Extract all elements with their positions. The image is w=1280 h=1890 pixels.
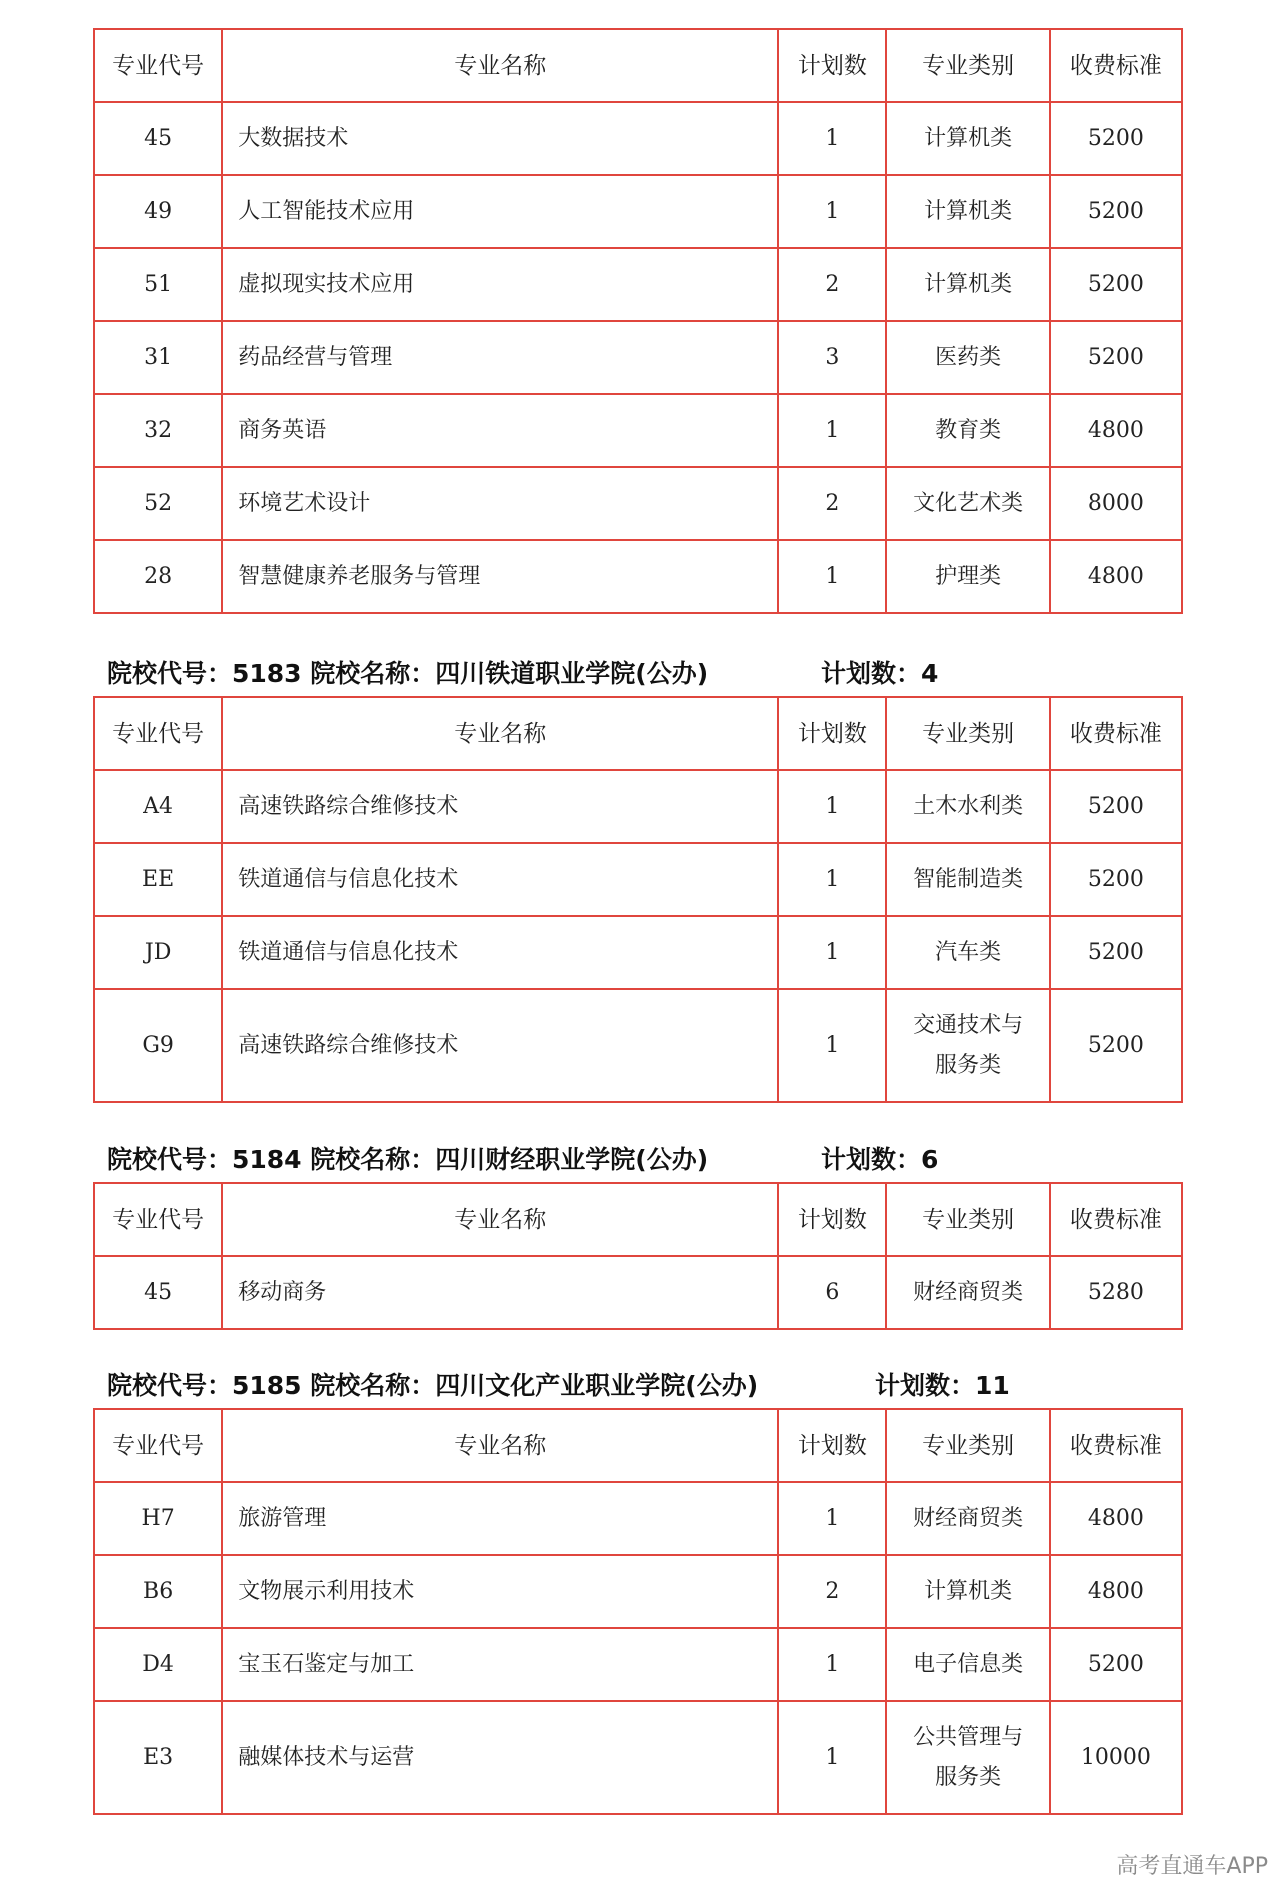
cell-code: 49 bbox=[94, 175, 222, 248]
cell-code: 51 bbox=[94, 248, 222, 321]
cell-fee: 5200 bbox=[1050, 175, 1182, 248]
header-category: 专业类别 bbox=[886, 1183, 1049, 1256]
cell-fee: 10000 bbox=[1050, 1701, 1182, 1814]
cell-fee: 4800 bbox=[1050, 394, 1182, 467]
cell-code: B6 bbox=[94, 1555, 222, 1628]
cell-plan: 3 bbox=[778, 321, 886, 394]
cell-name: 铁道通信与信息化技术 bbox=[222, 916, 778, 989]
cell-plan: 1 bbox=[778, 1628, 886, 1701]
cell-category: 计算机类 bbox=[886, 102, 1049, 175]
header-name: 专业名称 bbox=[222, 697, 778, 770]
school-heading bbox=[107, 654, 1183, 694]
cell-plan: 6 bbox=[778, 1256, 886, 1329]
school-table-block bbox=[93, 1182, 1183, 1330]
cell-name: 大数据技术 bbox=[222, 102, 778, 175]
category-line: 公共管理与 bbox=[913, 1724, 1024, 1750]
header-fee: 收费标准 bbox=[1050, 697, 1182, 770]
cell-fee: 5200 bbox=[1050, 916, 1182, 989]
cell-plan: 2 bbox=[778, 1555, 886, 1628]
cell-category: 汽车类 bbox=[886, 916, 1049, 989]
cell-name: 虚拟现实技术应用 bbox=[222, 248, 778, 321]
header-name: 专业名称 bbox=[222, 1409, 778, 1482]
table-row bbox=[94, 175, 1182, 248]
header-plan: 计划数 bbox=[778, 29, 886, 102]
cell-category: 计算机类 bbox=[886, 175, 1049, 248]
cell-fee: 5280 bbox=[1050, 1256, 1182, 1329]
cell-name: 商务英语 bbox=[222, 394, 778, 467]
cell-category: 智能制造类 bbox=[886, 843, 1049, 916]
cell-plan: 2 bbox=[778, 248, 886, 321]
header-fee: 收费标准 bbox=[1050, 1409, 1182, 1482]
cell-name: 宝玉石鉴定与加工 bbox=[222, 1628, 778, 1701]
cell-fee: 5200 bbox=[1050, 102, 1182, 175]
cell-category: 财经商贸类 bbox=[886, 1256, 1049, 1329]
table-continued bbox=[93, 28, 1183, 614]
cell-plan: 1 bbox=[778, 989, 886, 1102]
header-category: 专业类别 bbox=[886, 29, 1049, 102]
cell-plan: 1 bbox=[778, 102, 886, 175]
category-line: 服务类 bbox=[935, 1764, 1002, 1790]
table-row bbox=[94, 1555, 1182, 1628]
table-row bbox=[94, 989, 1182, 1102]
header-plan: 计划数 bbox=[778, 697, 886, 770]
school-heading bbox=[107, 1366, 1183, 1406]
table-row bbox=[94, 1701, 1182, 1814]
table-row bbox=[94, 916, 1182, 989]
cell-code: 28 bbox=[94, 540, 222, 613]
cell-plan: 1 bbox=[778, 770, 886, 843]
header-category: 专业类别 bbox=[886, 697, 1049, 770]
table-row bbox=[94, 248, 1182, 321]
header-code: 专业代号 bbox=[94, 1183, 222, 1256]
cell-fee: 8000 bbox=[1050, 467, 1182, 540]
cell-name: 融媒体技术与运营 bbox=[222, 1701, 778, 1814]
cell-name: 智慧健康养老服务与管理 bbox=[222, 540, 778, 613]
header-code: 专业代号 bbox=[94, 29, 222, 102]
category-line: 服务类 bbox=[935, 1052, 1002, 1078]
table-header-row bbox=[94, 29, 1182, 102]
cell-code: JD bbox=[94, 916, 222, 989]
cell-plan: 1 bbox=[778, 175, 886, 248]
cell-category: 护理类 bbox=[886, 540, 1049, 613]
cell-fee: 5200 bbox=[1050, 770, 1182, 843]
header-code: 专业代号 bbox=[94, 1409, 222, 1482]
table-row bbox=[94, 1628, 1182, 1701]
cell-code: A4 bbox=[94, 770, 222, 843]
school-info: 院校代号：5183 院校名称：四川铁道职业学院(公办) bbox=[107, 659, 709, 688]
school-plan-total: 计划数：4 bbox=[821, 659, 939, 688]
cell-name: 旅游管理 bbox=[222, 1482, 778, 1555]
header-plan: 计划数 bbox=[778, 1183, 886, 1256]
header-name: 专业名称 bbox=[222, 1183, 778, 1256]
header-fee: 收费标准 bbox=[1050, 29, 1182, 102]
school-info: 院校代号：5185 院校名称：四川文化产业职业学院(公办) bbox=[107, 1371, 759, 1400]
cell-name: 高速铁路综合维修技术 bbox=[222, 770, 778, 843]
cell-category bbox=[886, 989, 1049, 1102]
cell-code: G9 bbox=[94, 989, 222, 1102]
cell-fee: 4800 bbox=[1050, 540, 1182, 613]
major-table bbox=[93, 1408, 1183, 1815]
table-row bbox=[94, 770, 1182, 843]
cell-code: EE bbox=[94, 843, 222, 916]
table-row bbox=[94, 394, 1182, 467]
cell-fee: 5200 bbox=[1050, 321, 1182, 394]
cell-name: 人工智能技术应用 bbox=[222, 175, 778, 248]
cell-name: 铁道通信与信息化技术 bbox=[222, 843, 778, 916]
table-header-row bbox=[94, 1183, 1182, 1256]
cell-code: 45 bbox=[94, 1256, 222, 1329]
cell-code: 45 bbox=[94, 102, 222, 175]
cell-plan: 1 bbox=[778, 1482, 886, 1555]
school-heading bbox=[107, 1140, 1183, 1180]
cell-category: 土木水利类 bbox=[886, 770, 1049, 843]
cell-name: 移动商务 bbox=[222, 1256, 778, 1329]
cell-name: 环境艺术设计 bbox=[222, 467, 778, 540]
cell-category: 教育类 bbox=[886, 394, 1049, 467]
major-table bbox=[93, 28, 1183, 614]
cell-name: 高速铁路综合维修技术 bbox=[222, 989, 778, 1102]
cell-plan: 1 bbox=[778, 540, 886, 613]
school-table-block bbox=[93, 1408, 1183, 1815]
cell-category: 医药类 bbox=[886, 321, 1049, 394]
school-info: 院校代号：5184 院校名称：四川财经职业学院(公办) bbox=[107, 1145, 709, 1174]
school-plan-total: 计划数：6 bbox=[821, 1145, 939, 1174]
header-plan: 计划数 bbox=[778, 1409, 886, 1482]
cell-code: 52 bbox=[94, 467, 222, 540]
school-table-block bbox=[93, 696, 1183, 1103]
cell-fee: 5200 bbox=[1050, 989, 1182, 1102]
header-category: 专业类别 bbox=[886, 1409, 1049, 1482]
cell-category: 财经商贸类 bbox=[886, 1482, 1049, 1555]
cell-category: 文化艺术类 bbox=[886, 467, 1049, 540]
cell-name: 药品经营与管理 bbox=[222, 321, 778, 394]
cell-code: E3 bbox=[94, 1701, 222, 1814]
table-header-row bbox=[94, 1409, 1182, 1482]
cell-plan: 2 bbox=[778, 467, 886, 540]
table-row bbox=[94, 1256, 1182, 1329]
category-line: 交通技术与 bbox=[913, 1012, 1024, 1038]
major-table bbox=[93, 696, 1183, 1103]
table-row bbox=[94, 321, 1182, 394]
table-row bbox=[94, 1482, 1182, 1555]
cell-category: 计算机类 bbox=[886, 248, 1049, 321]
cell-fee: 5200 bbox=[1050, 1628, 1182, 1701]
table-row bbox=[94, 102, 1182, 175]
cell-plan: 1 bbox=[778, 394, 886, 467]
cell-fee: 5200 bbox=[1050, 248, 1182, 321]
major-table bbox=[93, 1182, 1183, 1330]
cell-fee: 5200 bbox=[1050, 843, 1182, 916]
cell-code: H7 bbox=[94, 1482, 222, 1555]
cell-code: 31 bbox=[94, 321, 222, 394]
cell-code: D4 bbox=[94, 1628, 222, 1701]
cell-fee: 4800 bbox=[1050, 1555, 1182, 1628]
table-row bbox=[94, 843, 1182, 916]
cell-plan: 1 bbox=[778, 916, 886, 989]
cell-category: 电子信息类 bbox=[886, 1628, 1049, 1701]
table-row bbox=[94, 467, 1182, 540]
header-name: 专业名称 bbox=[222, 29, 778, 102]
cell-code: 32 bbox=[94, 394, 222, 467]
table-row bbox=[94, 540, 1182, 613]
table-header-row bbox=[94, 697, 1182, 770]
cell-category bbox=[886, 1701, 1049, 1814]
cell-fee: 4800 bbox=[1050, 1482, 1182, 1555]
watermark-brand: 高考直通车APP bbox=[1116, 1854, 1268, 1879]
cell-category: 计算机类 bbox=[886, 1555, 1049, 1628]
school-plan-total: 计划数：11 bbox=[875, 1371, 1010, 1400]
cell-plan: 1 bbox=[778, 843, 886, 916]
header-fee: 收费标准 bbox=[1050, 1183, 1182, 1256]
cell-name: 文物展示利用技术 bbox=[222, 1555, 778, 1628]
cell-plan: 1 bbox=[778, 1701, 886, 1814]
header-code: 专业代号 bbox=[94, 697, 222, 770]
